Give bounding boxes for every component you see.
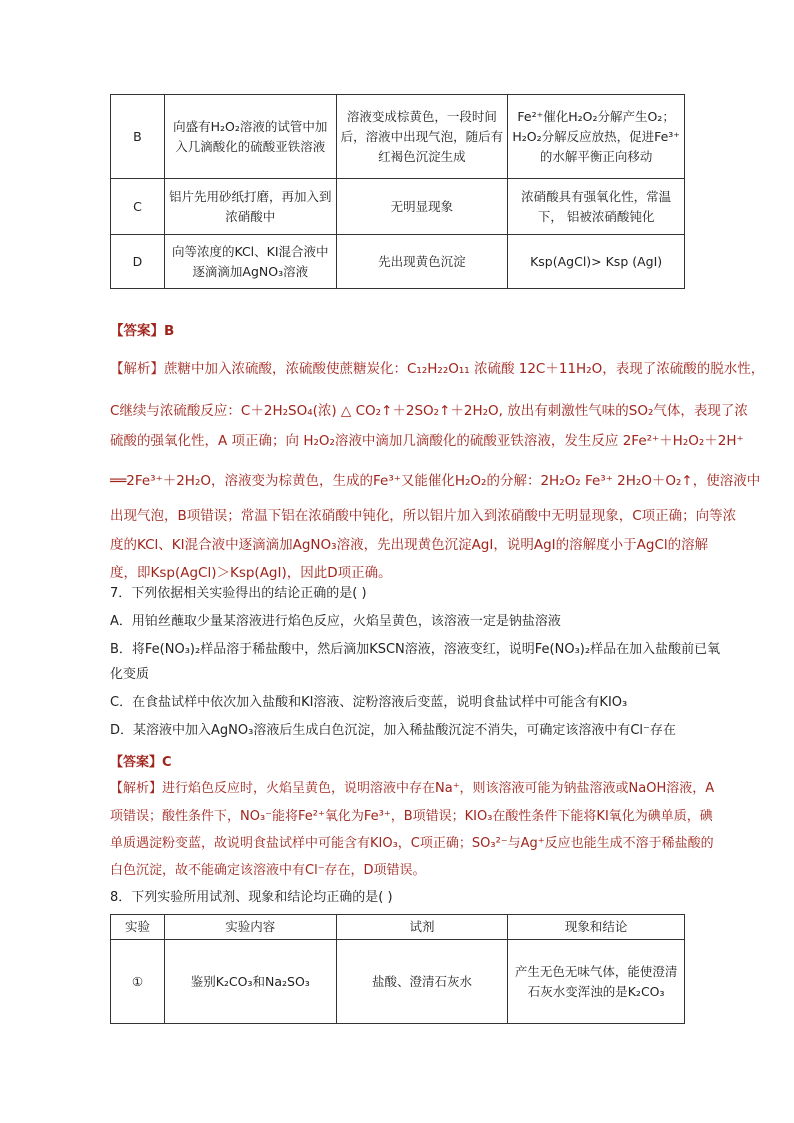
analysis-6-line: C继续与浓硫酸反应：C＋2H₂SO₄(浓) △ CO₂↑＋2SO₂↑＋2H₂O, 放出有刺激性气味的SO₂气体，表现了浓 [110,403,748,419]
table-header-row [111,915,685,940]
experiment-phenomenon: 先出现黄色沉淀 [336,235,508,289]
question-7-option: 化变质 [110,667,150,682]
analysis-7-line: 白色沉淀，故不能确定该溶液中有Cl⁻存在，D项错误。 [110,863,426,878]
analysis-6-line: 硫酸的强氧化性，A 项正确；向 H₂O₂溶液中滴加几滴酸化的硫酸亚铁溶液，发生反应 2Fe²⁺＋H₂O₂＋2H⁺ [110,433,744,449]
experiment-content: 向盛有H₂O₂溶液的试管中加入几滴酸化的硫酸亚铁溶液 [164,95,336,179]
experiment-table-1 [110,94,685,289]
answer-7: 【答案】C [110,755,172,770]
question-7-option: B．将Fe(NO₃)₂样品溶于稀盐酸中，然后滴加KSCN溶液，溶液变红，说明Fe(NO₃)₂样品在加入盐酸前已氧 [110,642,721,657]
question-7-option: D．某溶液中加入AgNO₃溶液后生成白色沉淀，加入稀盐酸沉淀不消失，可确定该溶液中有Cl⁻存在 [110,723,676,738]
row-label: B [111,95,165,179]
analysis-6-line: 度的KCl、KI混合液中逐滴滴加AgNO₃溶液，先出现黄色沉淀AgI，说明AgI的溶解度小于AgCl的溶解 [110,537,709,553]
experiment-content: 铝片先用砂纸打磨，再加入到浓硝酸中 [164,179,336,235]
table-row [111,235,685,289]
analysis-6-line: 度，即Ksp(AgCl)＞Ksp(AgI)，因此D项正确。 [110,565,392,581]
row-label: D [111,235,165,289]
experiment-phenomenon: 无明显现象 [336,179,508,235]
question-8-stem: 8．下列实验所用试剂、现象和结论均正确的是( ) [110,890,393,905]
column-header: 现象和结论 [508,915,685,940]
question-7-option: A．用铂丝蘸取少量某溶液进行焰色反应，火焰呈黄色，该溶液一定是钠盐溶液 [110,614,561,629]
experiment-phenomenon: 溶液变成棕黄色，一段时间后，溶液中出现气泡，随后有红褐色沉淀生成 [336,95,508,179]
analysis-6-line: ══2Fe³⁺＋2H₂O，溶液变为棕黄色，生成的Fe³⁺又能催化H₂O₂的分解：2H₂O₂ Fe³⁺ 2H₂O＋O₂↑，使溶液中 [110,473,761,489]
table-row [111,179,685,235]
analysis-7-line: 【解析】进行焰色反应时，火焰呈黄色，说明溶液中存在Na⁺，则该溶液可能为钠盐溶液或NaOH溶液，A [110,781,715,796]
analysis-6-line: 出现气泡，B项错误；常温下铝在浓硝酸中钝化，所以铝片加入到浓硝酸中无明显现象，C项正确；向等浓 [110,508,737,524]
row-number: ① [111,940,165,1024]
experiment-conclusion: Fe²⁺催化H₂O₂分解产生O₂；H₂O₂分解反应放热，促进Fe³⁺的水解平衡正向移动 [508,95,685,179]
question-7-stem: 7．下列依据相关实验得出的结论正确的是( ) [110,586,367,601]
experiment-result: 产生无色无味气体，能使澄清石灰水变浑浊的是K₂CO₃ [508,940,685,1024]
analysis-7-line: 单质遇淀粉变蓝，故说明食盐试样中可能含有KIO₃，C项正确；SO₃²⁻与Ag⁺反应也能生成不溶于稀盐酸的 [110,836,714,851]
analysis-6-line: 【解析】蔗糖中加入浓硫酸，浓硫酸使蔗糖炭化：C₁₂H₂₂O₁₁ 浓硫酸 12C＋11H₂O，表现了浓硫酸的脱水性， [110,361,765,377]
experiment-table-2 [110,914,685,1024]
answer-6: 【答案】B [110,323,175,339]
analysis-7-line: 项错误；酸性条件下，NO₃⁻能将Fe²⁺氧化为Fe³⁺，B项错误；KIO₃在酸性条件下能将KI氧化为碘单质，碘 [110,809,713,824]
table-row [111,940,685,1024]
experiment-content: 鉴别K₂CO₃和Na₂SO₃ [164,940,336,1024]
experiment-content: 向等浓度的KCl、KI混合液中逐滴滴加AgNO₃溶液 [164,235,336,289]
experiment-conclusion: Ksp(AgCl)> Ksp (AgI) [508,235,685,289]
row-label: C [111,179,165,235]
experiment-conclusion: 浓硝酸具有强氧化性，常温下， 铝被浓硝酸钝化 [508,179,685,235]
column-header: 实验内容 [164,915,336,940]
table-row [111,95,685,179]
question-7-option: C．在食盐试样中依次加入盐酸和KI溶液、淀粉溶液后变蓝，说明食盐试样中可能含有KIO₃ [110,695,628,710]
experiment-reagent: 盐酸、澄清石灰水 [336,940,508,1024]
column-header: 试剂 [336,915,508,940]
column-header: 实验 [111,915,165,940]
